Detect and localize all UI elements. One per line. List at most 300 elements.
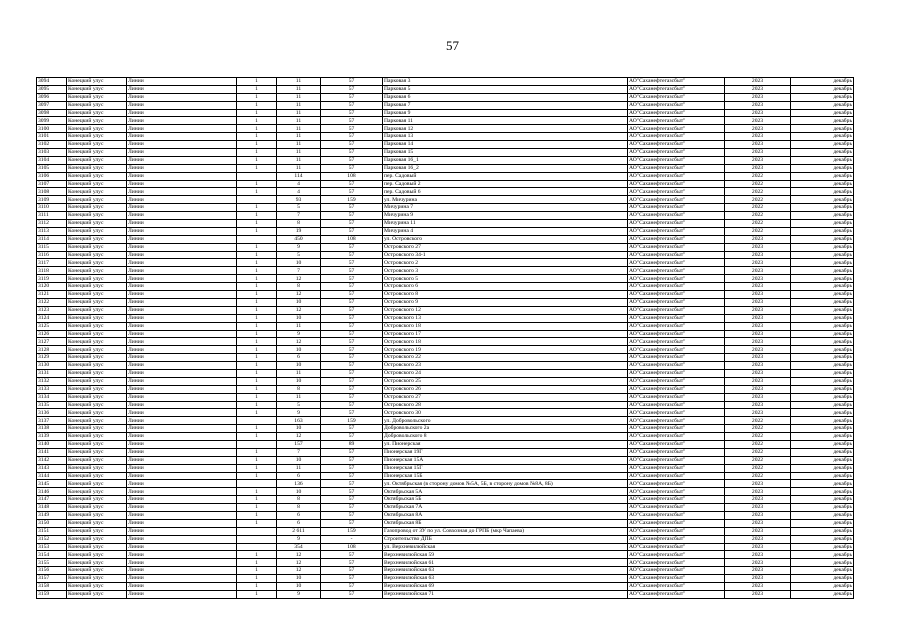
table-row (37, 511, 854, 519)
owner-cell: АО"Саханефтегазсбыт" (628, 212, 725, 220)
month-cell: декабрь (791, 291, 854, 299)
district-cell: Конецкий улус (67, 433, 127, 441)
diameter-cell: 57 (321, 480, 383, 488)
object-type-cell: Линии (127, 551, 237, 559)
district-cell: Конецкий улус (67, 496, 127, 504)
district-cell: Конецкий улус (67, 291, 127, 299)
year-cell: 2023 (725, 164, 791, 172)
district-cell: Конецкий улус (67, 409, 127, 417)
table-row (37, 93, 854, 101)
month-cell: декабрь (791, 488, 854, 496)
length-cell: 10 (277, 488, 321, 496)
table-row (37, 172, 854, 180)
row-number: 3127 (37, 338, 67, 346)
count-cell: 1 (237, 425, 277, 433)
year-cell: 2023 (725, 298, 791, 306)
diameter-cell: 57 (321, 409, 383, 417)
month-cell: декабрь (791, 527, 854, 535)
year-cell: 2023 (725, 401, 791, 409)
district-cell: Конецкий улус (67, 385, 127, 393)
length-cell: 12 (277, 433, 321, 441)
month-cell: декабрь (791, 590, 854, 598)
count-cell: 1 (237, 369, 277, 377)
table-row (37, 448, 854, 456)
year-cell: 2023 (725, 409, 791, 417)
owner-cell: АО"Саханефтегазсбыт" (628, 330, 725, 338)
row-number: 3098 (37, 109, 67, 117)
diameter-cell: 57 (321, 433, 383, 441)
count-cell: 1 (237, 583, 277, 591)
address-cell: ул. Добровольского (383, 417, 628, 425)
year-cell: 2023 (725, 535, 791, 543)
object-type-cell: Линии (127, 196, 237, 204)
month-cell: декабрь (791, 330, 854, 338)
year-cell: 2022 (725, 456, 791, 464)
owner-cell: АО"Саханефтегазсбыт" (628, 417, 725, 425)
district-cell: Конецкий улус (67, 314, 127, 322)
table-row (37, 212, 854, 220)
address-cell: Островского 18 (383, 322, 628, 330)
month-cell: декабрь (791, 338, 854, 346)
diameter-cell: 57 (321, 575, 383, 583)
year-cell: 2022 (725, 440, 791, 448)
year-cell: 2023 (725, 559, 791, 567)
count-cell: 1 (237, 267, 277, 275)
count-cell: 1 (237, 283, 277, 291)
address-cell: Верхневилюйская 63 (383, 575, 628, 583)
row-number: 3119 (37, 275, 67, 283)
object-type-cell: Линии (127, 409, 237, 417)
address-cell: Пионерская 15Г (383, 464, 628, 472)
diameter-cell: 57 (321, 93, 383, 101)
year-cell: 2023 (725, 385, 791, 393)
address-cell: ул. Островского (383, 235, 628, 243)
year-cell: 2023 (725, 330, 791, 338)
diameter-cell: 57 (321, 188, 383, 196)
year-cell: 2023 (725, 109, 791, 117)
district-cell: Конецкий улус (67, 417, 127, 425)
owner-cell: АО"Саханефтегазсбыт" (628, 346, 725, 354)
month-cell: декабрь (791, 551, 854, 559)
row-number: 3113 (37, 227, 67, 235)
address-cell: ул. Верхневилюйская (383, 543, 628, 551)
owner-cell: АО"Саханефтегазсбыт" (628, 251, 725, 259)
length-cell: 8 (277, 385, 321, 393)
row-number: 3153 (37, 543, 67, 551)
year-cell: 2022 (725, 227, 791, 235)
month-cell: декабрь (791, 172, 854, 180)
district-cell: Конецкий улус (67, 267, 127, 275)
diameter-cell: 57 (321, 85, 383, 93)
length-cell: 11 (277, 85, 321, 93)
table-row (37, 480, 854, 488)
owner-cell: АО"Саханефтегазсбыт" (628, 535, 725, 543)
table-row (37, 472, 854, 480)
owner-cell: АО"Саханефтегазсбыт" (628, 480, 725, 488)
row-number: 3129 (37, 354, 67, 362)
diameter-cell: 57 (321, 425, 383, 433)
address-cell: Парковая 12 (383, 125, 628, 133)
row-number: 3101 (37, 133, 67, 141)
table-row (37, 567, 854, 575)
month-cell: декабрь (791, 85, 854, 93)
month-cell: декабрь (791, 156, 854, 164)
count-cell (237, 543, 277, 551)
district-cell: Конецкий улус (67, 156, 127, 164)
address-cell: Островского 6 (383, 283, 628, 291)
owner-cell: АО"Саханефтегазсбыт" (628, 583, 725, 591)
table-row (37, 393, 854, 401)
length-cell: 4 (277, 188, 321, 196)
month-cell: декабрь (791, 117, 854, 125)
count-cell: 1 (237, 133, 277, 141)
diameter-cell: 57 (321, 243, 383, 251)
row-number: 3139 (37, 433, 67, 441)
table-row (37, 369, 854, 377)
count-cell: 1 (237, 401, 277, 409)
district-cell: Конецкий улус (67, 330, 127, 338)
owner-cell: АО"Саханефтегазсбыт" (628, 369, 725, 377)
owner-cell: АО"Саханефтегазсбыт" (628, 385, 725, 393)
object-type-cell: Линии (127, 85, 237, 93)
month-cell: декабрь (791, 448, 854, 456)
address-cell: Верхневилюйская 59 (383, 551, 628, 559)
count-cell: 1 (237, 212, 277, 220)
length-cell: 9 (277, 243, 321, 251)
length-cell: 7 (277, 448, 321, 456)
object-type-cell: Линии (127, 480, 237, 488)
owner-cell: АО"Саханефтегазсбыт" (628, 322, 725, 330)
month-cell: декабрь (791, 109, 854, 117)
owner-cell: АО"Саханефтегазсбыт" (628, 275, 725, 283)
district-cell: Конецкий улус (67, 125, 127, 133)
address-cell: Парковая 6 (383, 93, 628, 101)
year-cell: 2023 (725, 575, 791, 583)
year-cell: 2023 (725, 133, 791, 141)
row-number: 3151 (37, 527, 67, 535)
diameter-cell: 57 (321, 504, 383, 512)
length-cell: 450 (277, 235, 321, 243)
address-cell: Островского 9 (383, 298, 628, 306)
year-cell: 2023 (725, 322, 791, 330)
address-cell: Верхневилюйская 69 (383, 583, 628, 591)
month-cell: декабрь (791, 283, 854, 291)
year-cell: 2023 (725, 259, 791, 267)
object-type-cell: Линии (127, 283, 237, 291)
object-type-cell: Линии (127, 259, 237, 267)
address-cell: Октябрьская 8А (383, 511, 628, 519)
row-number: 3134 (37, 393, 67, 401)
object-type-cell: Линии (127, 141, 237, 149)
object-type-cell: Линии (127, 227, 237, 235)
year-cell: 2023 (725, 480, 791, 488)
district-cell: Конецкий улус (67, 559, 127, 567)
object-type-cell: Линии (127, 417, 237, 425)
year-cell: 2023 (725, 275, 791, 283)
owner-cell: АО"Саханефтегазсбыт" (628, 283, 725, 291)
table-row (37, 551, 854, 559)
length-cell: 19 (277, 227, 321, 235)
year-cell: 2022 (725, 220, 791, 228)
length-cell: 5 (277, 204, 321, 212)
table-row (37, 227, 854, 235)
address-cell: Островского 27 (383, 243, 628, 251)
table-row (37, 440, 854, 448)
table-row (37, 583, 854, 591)
address-cell: Островского 12 (383, 306, 628, 314)
row-number: 3131 (37, 369, 67, 377)
row-number: 3112 (37, 220, 67, 228)
register-table (36, 77, 854, 599)
year-cell: 2023 (725, 393, 791, 401)
district-cell: Конецкий улус (67, 535, 127, 543)
address-cell: пер. Садовый (383, 172, 628, 180)
district-cell: Конецкий улус (67, 448, 127, 456)
owner-cell: АО"Саханефтегазсбыт" (628, 559, 725, 567)
year-cell: 2022 (725, 433, 791, 441)
month-cell: декабрь (791, 164, 854, 172)
object-type-cell: Линии (127, 164, 237, 172)
district-cell: Конецкий улус (67, 346, 127, 354)
table-row (37, 456, 854, 464)
month-cell: декабрь (791, 251, 854, 259)
table-row (37, 346, 854, 354)
month-cell: декабрь (791, 535, 854, 543)
length-cell: 11 (277, 117, 321, 125)
diameter-cell: 57 (321, 456, 383, 464)
object-type-cell: Линии (127, 401, 237, 409)
year-cell: 2023 (725, 543, 791, 551)
table-row (37, 575, 854, 583)
month-cell: декабрь (791, 227, 854, 235)
owner-cell: АО"Саханефтегазсбыт" (628, 433, 725, 441)
count-cell: 1 (237, 362, 277, 370)
district-cell: Конецкий улус (67, 109, 127, 117)
month-cell: декабрь (791, 235, 854, 243)
district-cell: Конецкий улус (67, 204, 127, 212)
object-type-cell: Линии (127, 519, 237, 527)
count-cell: 1 (237, 204, 277, 212)
district-cell: Конецкий улус (67, 583, 127, 591)
count-cell: 1 (237, 227, 277, 235)
count-cell: 1 (237, 180, 277, 188)
address-cell: Островского 28 (383, 401, 628, 409)
address-cell: ул. Мичурина (383, 196, 628, 204)
row-number: 3109 (37, 196, 67, 204)
object-type-cell: Линии (127, 362, 237, 370)
object-type-cell: Линии (127, 101, 237, 109)
table-row (37, 291, 854, 299)
district-cell: Конецкий улус (67, 93, 127, 101)
length-cell: 136 (277, 480, 321, 488)
owner-cell: АО"Саханефтегазсбыт" (628, 149, 725, 157)
row-number: 3120 (37, 283, 67, 291)
address-cell: Островского 24 (383, 369, 628, 377)
length-cell: 114 (277, 172, 321, 180)
row-number: 3123 (37, 306, 67, 314)
district-cell: Конецкий улус (67, 196, 127, 204)
row-number: 3126 (37, 330, 67, 338)
diameter-cell: 57 (321, 156, 383, 164)
district-cell: Конецкий улус (67, 519, 127, 527)
count-cell: 1 (237, 377, 277, 385)
length-cell: 5 (277, 251, 321, 259)
diameter-cell: 159 (321, 196, 383, 204)
count-cell: 1 (237, 456, 277, 464)
address-cell: ул. Пионерская (383, 440, 628, 448)
table-row (37, 156, 854, 164)
length-cell: 157 (277, 440, 321, 448)
year-cell: 2023 (725, 377, 791, 385)
month-cell: декабрь (791, 149, 854, 157)
district-cell: Конецкий улус (67, 180, 127, 188)
count-cell: 1 (237, 188, 277, 196)
row-number: 3122 (37, 298, 67, 306)
row-number: 3094 (37, 78, 67, 86)
diameter-cell: 57 (321, 464, 383, 472)
month-cell: декабрь (791, 243, 854, 251)
length-cell: 11 (277, 109, 321, 117)
district-cell: Конецкий улус (67, 527, 127, 535)
length-cell: 11 (277, 164, 321, 172)
owner-cell: АО"Саханефтегазсбыт" (628, 164, 725, 172)
table-row (37, 101, 854, 109)
diameter-cell: 57 (321, 109, 383, 117)
month-cell: декабрь (791, 362, 854, 370)
count-cell: 1 (237, 519, 277, 527)
object-type-cell: Линии (127, 527, 237, 535)
table-row (37, 385, 854, 393)
row-number: 3155 (37, 559, 67, 567)
year-cell: 2022 (725, 472, 791, 480)
address-cell: Островского 27 (383, 393, 628, 401)
month-cell: декабрь (791, 567, 854, 575)
table-row (37, 188, 854, 196)
length-cell: 11 (277, 464, 321, 472)
diameter-cell: 57 (321, 362, 383, 370)
row-number: 3099 (37, 117, 67, 125)
length-cell: 10 (277, 583, 321, 591)
district-cell: Конецкий улус (67, 117, 127, 125)
row-number: 3121 (37, 291, 67, 299)
month-cell: декабрь (791, 220, 854, 228)
count-cell: 1 (237, 93, 277, 101)
object-type-cell: Линии (127, 330, 237, 338)
length-cell: 12 (277, 551, 321, 559)
diameter-cell: 57 (321, 141, 383, 149)
month-cell: декабрь (791, 440, 854, 448)
object-type-cell: Линии (127, 488, 237, 496)
row-number: 3140 (37, 440, 67, 448)
diameter-cell: 57 (321, 583, 383, 591)
owner-cell: АО"Саханефтегазсбыт" (628, 109, 725, 117)
object-type-cell: Линии (127, 559, 237, 567)
month-cell: декабрь (791, 393, 854, 401)
table-row (37, 425, 854, 433)
month-cell: декабрь (791, 259, 854, 267)
owner-cell: АО"Саханефтегазсбыт" (628, 575, 725, 583)
object-type-cell: Линии (127, 511, 237, 519)
diameter-cell: 57 (321, 227, 383, 235)
diameter-cell: - (321, 535, 383, 543)
owner-cell: АО"Саханефтегазсбыт" (628, 440, 725, 448)
address-cell: Парковая 14 (383, 141, 628, 149)
year-cell: 2023 (725, 583, 791, 591)
diameter-cell: 57 (321, 298, 383, 306)
month-cell: декабрь (791, 511, 854, 519)
year-cell: 2023 (725, 504, 791, 512)
length-cell: 9 (277, 330, 321, 338)
diameter-cell: 57 (321, 338, 383, 346)
owner-cell: АО"Саханефтегазсбыт" (628, 180, 725, 188)
table-row (37, 204, 854, 212)
length-cell: 11 (277, 125, 321, 133)
table-row (37, 298, 854, 306)
owner-cell: АО"Саханефтегазсбыт" (628, 496, 725, 504)
length-cell: 8 (277, 496, 321, 504)
table-row (37, 117, 854, 125)
count-cell: 1 (237, 117, 277, 125)
object-type-cell: Линии (127, 212, 237, 220)
count-cell: 1 (237, 567, 277, 575)
count-cell: 1 (237, 464, 277, 472)
object-type-cell: Линии (127, 133, 237, 141)
diameter-cell: 57 (321, 117, 383, 125)
length-cell: 4 (277, 180, 321, 188)
row-number: 3102 (37, 141, 67, 149)
length-cell: 163 (277, 417, 321, 425)
year-cell: 2023 (725, 551, 791, 559)
month-cell: декабрь (791, 369, 854, 377)
district-cell: Конецкий улус (67, 575, 127, 583)
district-cell: Конецкий улус (67, 133, 127, 141)
year-cell: 2023 (725, 511, 791, 519)
table-row (37, 125, 854, 133)
table-row (37, 496, 854, 504)
count-cell: 1 (237, 330, 277, 338)
length-cell: 11 (277, 133, 321, 141)
district-cell: Конецкий улус (67, 259, 127, 267)
diameter-cell: 57 (321, 559, 383, 567)
year-cell: 2023 (725, 267, 791, 275)
address-cell: Парковая 15 (383, 149, 628, 157)
district-cell: Конецкий улус (67, 480, 127, 488)
month-cell: декабрь (791, 188, 854, 196)
table-row (37, 306, 854, 314)
month-cell: декабрь (791, 101, 854, 109)
month-cell: декабрь (791, 204, 854, 212)
month-cell: декабрь (791, 425, 854, 433)
row-number: 3107 (37, 180, 67, 188)
district-cell: Конецкий улус (67, 456, 127, 464)
count-cell: 1 (237, 409, 277, 417)
count-cell: 1 (237, 322, 277, 330)
count-cell: 1 (237, 511, 277, 519)
diameter-cell: 57 (321, 220, 383, 228)
district-cell: Конецкий улус (67, 377, 127, 385)
object-type-cell: Линии (127, 93, 237, 101)
district-cell: Конецкий улус (67, 511, 127, 519)
object-type-cell: Линии (127, 369, 237, 377)
count-cell: 1 (237, 354, 277, 362)
table-row (37, 314, 854, 322)
table-row (37, 141, 854, 149)
address-cell: Островского 8 (383, 291, 628, 299)
object-type-cell: Линии (127, 393, 237, 401)
owner-cell: АО"Саханефтегазсбыт" (628, 267, 725, 275)
owner-cell: АО"Саханефтегазсбыт" (628, 401, 725, 409)
length-cell: 8 (277, 220, 321, 228)
